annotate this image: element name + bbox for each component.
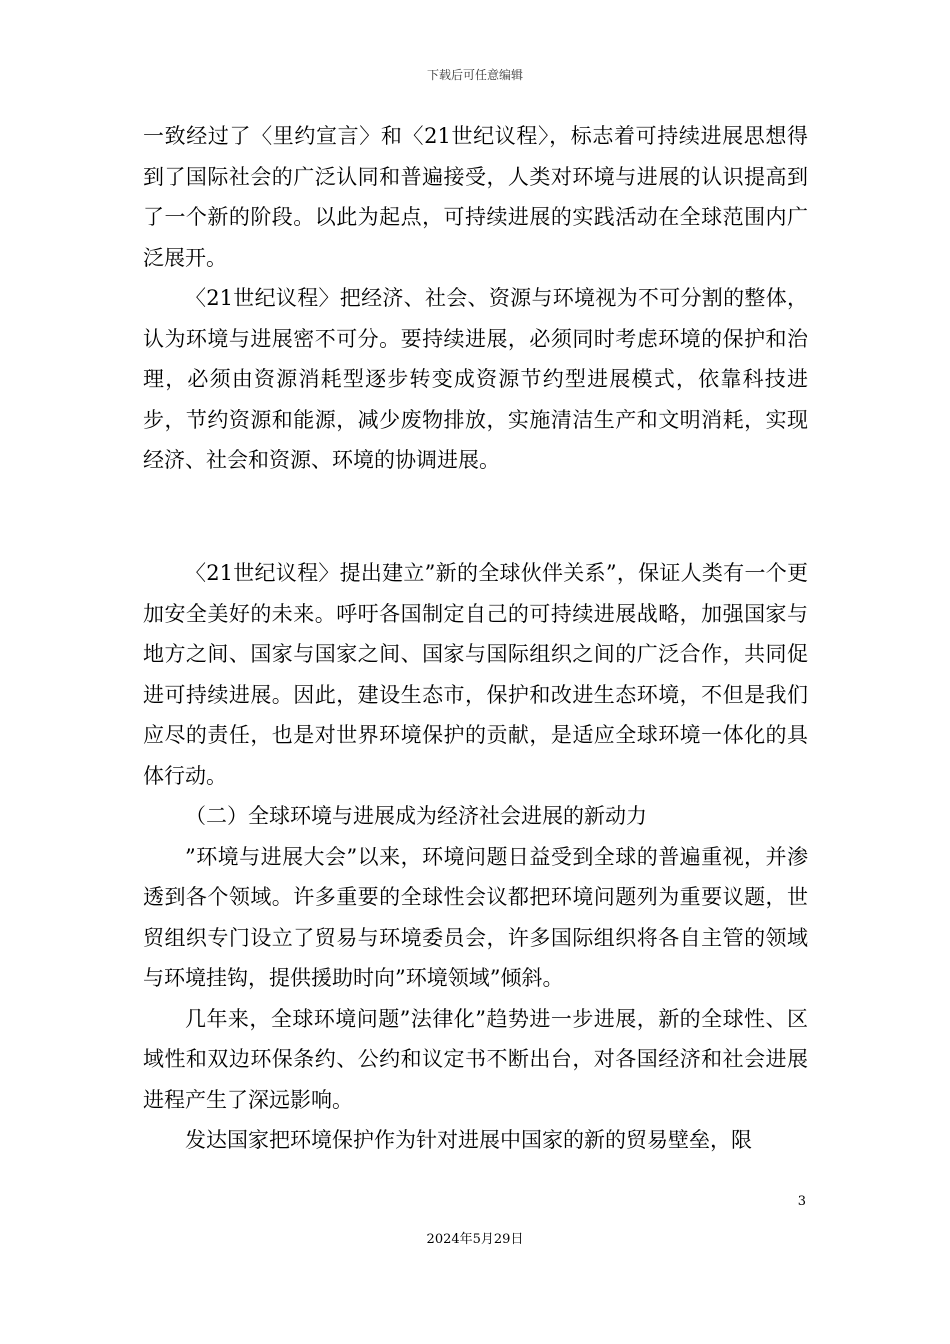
footer-date: 2024年5月29日 <box>426 1232 524 1247</box>
body-text-block-2 <box>143 553 808 1161</box>
paragraph: 一致经过了〈里约宣言〉和〈21世纪议程〉，标志着可持续进展思想得到了国际社会的广泛认同和普遍接受，人类对环境与进展的认识提高到了一个新的阶段。以此为起点，可持续进展的实践活动在全球范围内广泛展开。 <box>143 124 808 270</box>
paragraph: ”环境与进展大会”以来，环境问题日益受到全球的普遍重视，并渗透到各个领域。许多重要的全球性会议都把环境问题列为重要议题，世贸组织专门设立了贸易与环境委员会，许多国际组织将各自主管的领域与环境挂钩，提供援助时向”环境领域”倾斜。 <box>143 844 808 990</box>
section-heading: （二）全球环境与进展成为经济社会进展的新动力 <box>185 804 647 828</box>
paragraph: 发达国家把环境保护作为针对进展中国家的新的贸易壁垒，限 <box>185 1128 752 1152</box>
body-text-block-1 <box>143 116 808 481</box>
page-number: 3 <box>797 1194 806 1209</box>
paragraph: 〈21世纪议程〉提出建立”新的全球伙伴关系”，保证人类有一个更加安全美好的未来。呼吁各国制定自己的可持续进展战略，加强国家与地方之间、国家与国家之间、国家与国际组织之间的广泛合作，共同促进可持续进展。因此，建设生态市，保护和改进生态环境，不但是我们应尽的责任，也是对世界环境保护的贡献，是适应全球环境一体化的具体行动。 <box>143 561 808 788</box>
paragraph: 几年来，全球环境问题”法律化”趋势进一步进展，新的全球性、区域性和双边环保条约、公约和议定书不断出台，对各国经济和社会进展进程产生了深远影响。 <box>143 1006 808 1112</box>
page-header: 下载后可任意编辑 <box>426 68 523 82</box>
paragraph: 〈21世纪议程〉把经济、社会、资源与环境视为不可分割的整体，认为环境与进展密不可分。要持续进展，必须同时考虑环境的保护和治理，必须由资源消耗型逐步转变成资源节约型进展模式，依靠科技进步，节约资源和能源，减少废物排放，实施清洁生产和文明消耗，实现经济、社会和资源、环境的协调进展。 <box>143 286 808 472</box>
